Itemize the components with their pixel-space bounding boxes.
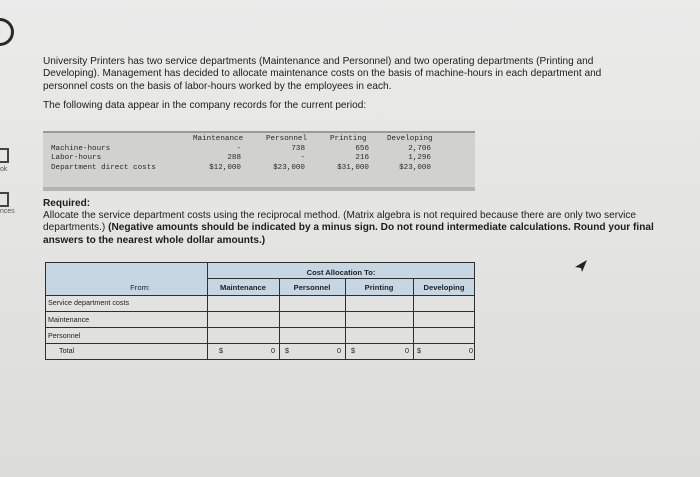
- col-developing: Developing: [423, 283, 465, 292]
- row-label-direct-costs: Department direct costs: [51, 164, 156, 172]
- grid-line: [207, 262, 208, 360]
- col-header-personnel: Personnel: [266, 135, 308, 143]
- grid-line: [279, 278, 280, 360]
- col-maintenance: Maintenance: [220, 283, 266, 292]
- cell-value: 656: [355, 145, 369, 153]
- cell-value: $31,000: [337, 164, 369, 172]
- input-pers-maintenance[interactable]: [208, 329, 278, 343]
- input-pers-printing[interactable]: [346, 329, 412, 343]
- cell-value: 738: [291, 145, 305, 153]
- row-label-personnel: Personnel: [48, 331, 81, 340]
- edge-spinner-icon: [0, 18, 14, 46]
- input-service-maintenance[interactable]: [208, 297, 278, 311]
- cell-value: 1,296: [408, 154, 431, 162]
- given-data-table: [43, 131, 475, 191]
- grid-line: [45, 311, 475, 312]
- col-printing: Printing: [364, 283, 394, 292]
- col-header-maintenance: Maintenance: [193, 135, 244, 143]
- total-dollar-sign: $: [351, 346, 355, 355]
- grid-line: [345, 278, 346, 360]
- total-dollar-sign: $: [285, 346, 289, 355]
- edge-label-references[interactable]: nces: [0, 208, 15, 215]
- edge-bracket-icon: [0, 148, 9, 163]
- edge-bracket-icon: [0, 192, 9, 207]
- cell-value: 288: [227, 154, 241, 162]
- required-section: [43, 198, 663, 247]
- problem-intro: [43, 56, 643, 113]
- total-personnel: 0: [337, 346, 341, 355]
- intro-lead: The following data appear in the company records for the current period:: [43, 100, 367, 112]
- total-dollar-sign: $: [219, 346, 223, 355]
- input-pers-personnel[interactable]: [280, 329, 344, 343]
- cell-value: $12,000: [209, 164, 241, 172]
- required-text: Allocate the service department costs using the reciprocal method. (Matrix algebra is not required because there are only two service departments.): [43, 210, 637, 234]
- input-maint-developing[interactable]: [414, 313, 474, 327]
- input-service-developing[interactable]: [414, 297, 474, 311]
- row-label-labor-hours: Labor-hours: [51, 154, 102, 162]
- cell-value: $23,000: [399, 164, 431, 172]
- cell-value: $23,000: [273, 164, 305, 172]
- grid-line: [45, 262, 475, 263]
- input-maint-printing[interactable]: [346, 313, 412, 327]
- total-dollar-sign: $: [417, 346, 421, 355]
- cell-value: -: [236, 145, 241, 153]
- row-label-maintenance: Maintenance: [48, 315, 90, 324]
- grid-line: [413, 278, 414, 360]
- edge-label-book[interactable]: ok: [0, 166, 8, 173]
- grid-line: [45, 359, 475, 360]
- intro-paragraph: University Printers has two service departments (Maintenance and Personnel) and two operating departments (Printing and Developing). Management has decided to allocate maintenance costs on the basis of machine-hours in each department and personnel costs on the basis of labor-hours worked by the employees in each.: [43, 56, 602, 92]
- cost-allocation-table: [45, 262, 475, 360]
- col-header-developing: Developing: [387, 135, 433, 143]
- total-maintenance: 0: [271, 346, 275, 355]
- cell-value: 216: [355, 154, 369, 162]
- required-title: Required:: [43, 198, 91, 209]
- input-maint-maintenance[interactable]: [208, 313, 278, 327]
- group-header: Cost Allocation To:: [306, 268, 376, 277]
- input-service-printing[interactable]: [346, 297, 412, 311]
- cell-value: -: [300, 154, 305, 162]
- input-maint-personnel[interactable]: [280, 313, 344, 327]
- total-printing: 0: [405, 346, 409, 355]
- cell-value: 2,706: [408, 145, 431, 153]
- grid-line: [474, 262, 475, 360]
- grid-line: [45, 327, 475, 328]
- required-instructions: (Negative amounts should be indicated by a minus sign. Do not round intermediate calculations. Round your final answers to the nearest whole dollar amounts.): [43, 222, 654, 246]
- total-developing: 0: [469, 346, 473, 355]
- grid-line: [45, 295, 475, 296]
- input-pers-developing[interactable]: [414, 329, 474, 343]
- grid-line: [45, 343, 475, 344]
- row-label-total: Total: [59, 346, 75, 355]
- row-label-service-costs: Service department costs: [48, 298, 130, 307]
- row-label-machine-hours: Machine-hours: [51, 145, 111, 153]
- grid-line: [45, 262, 46, 360]
- from-label: From:: [130, 283, 150, 292]
- grid-line: [207, 278, 475, 279]
- input-service-personnel[interactable]: [280, 297, 344, 311]
- col-personnel: Personnel: [293, 283, 331, 292]
- col-header-printing: Printing: [330, 135, 367, 143]
- cursor-icon: [573, 258, 589, 274]
